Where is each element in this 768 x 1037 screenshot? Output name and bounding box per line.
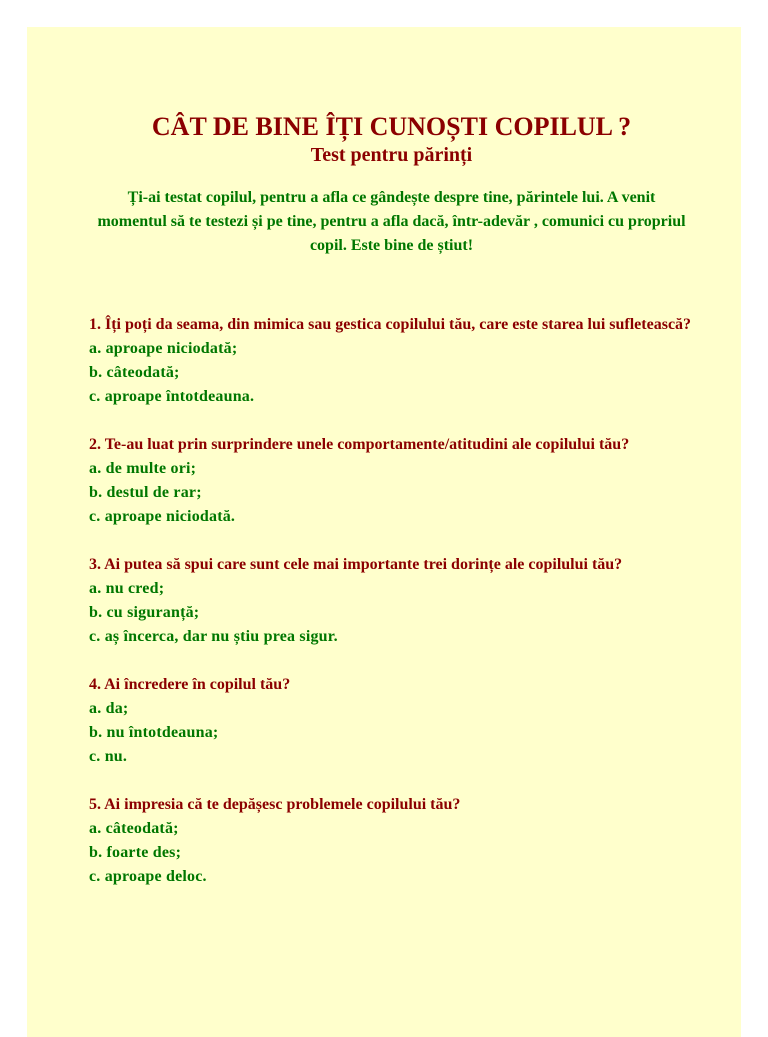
page-subtitle: Test pentru părinți xyxy=(310,144,473,166)
questions-list xyxy=(89,313,694,889)
question-2 xyxy=(89,433,694,529)
question-text: 2. Te-au luat prin surprindere unele comportamente/atitudini ale copilului tău? xyxy=(89,436,630,453)
question-3 xyxy=(89,553,694,649)
page-title: CÂT DE BINE ÎȚI CUNOȘTI COPILUL ? xyxy=(151,112,632,141)
option-a: a. aproape niciodată; xyxy=(89,340,238,357)
document-content xyxy=(89,112,694,913)
question-4 xyxy=(89,673,694,769)
option-a: a. de multe ori; xyxy=(89,460,197,477)
document-page xyxy=(27,27,741,1037)
option-b: b. nu întotdeauna; xyxy=(89,724,219,741)
option-c: c. aproape întotdeauna. xyxy=(89,388,255,405)
option-c: c. aproape niciodată. xyxy=(89,508,236,525)
question-text: 5. Ai impresia că te depășesc problemele copilului tău? xyxy=(89,796,461,813)
option-c: c. nu. xyxy=(89,748,128,765)
option-b: b. câteodată; xyxy=(89,364,180,381)
option-a: a. da; xyxy=(89,700,129,717)
question-text: 3. Ai putea să spui care sunt cele mai importante trei dorințe ale copilului tău? xyxy=(89,556,623,573)
question-1 xyxy=(89,313,694,409)
option-b: b. cu siguranță; xyxy=(89,604,200,621)
question-text: 1. Îți poți da seama, din mimica sau gestica copilului tău, care este starea lui sufletească? xyxy=(89,316,692,333)
question-text: 4. Ai încredere în copilul tău? xyxy=(89,676,291,693)
option-c: c. aproape deloc. xyxy=(89,868,207,885)
option-b: b. foarte des; xyxy=(89,844,182,861)
intro-paragraph: Ți-ai testat copilul, pentru a afla ce gândește despre tine, părintele lui. A venit momentul să te testezi și pe tine, pentru a afla dacă, într-adevăr , comunici cu propriul copil. Este bine de știut! xyxy=(97,189,686,254)
option-a: a. câteodată; xyxy=(89,820,179,837)
option-b: b. destul de rar; xyxy=(89,484,202,501)
option-a: a. nu cred; xyxy=(89,580,165,597)
question-5 xyxy=(89,793,694,889)
option-c: c. aș încerca, dar nu știu prea sigur. xyxy=(89,628,338,645)
